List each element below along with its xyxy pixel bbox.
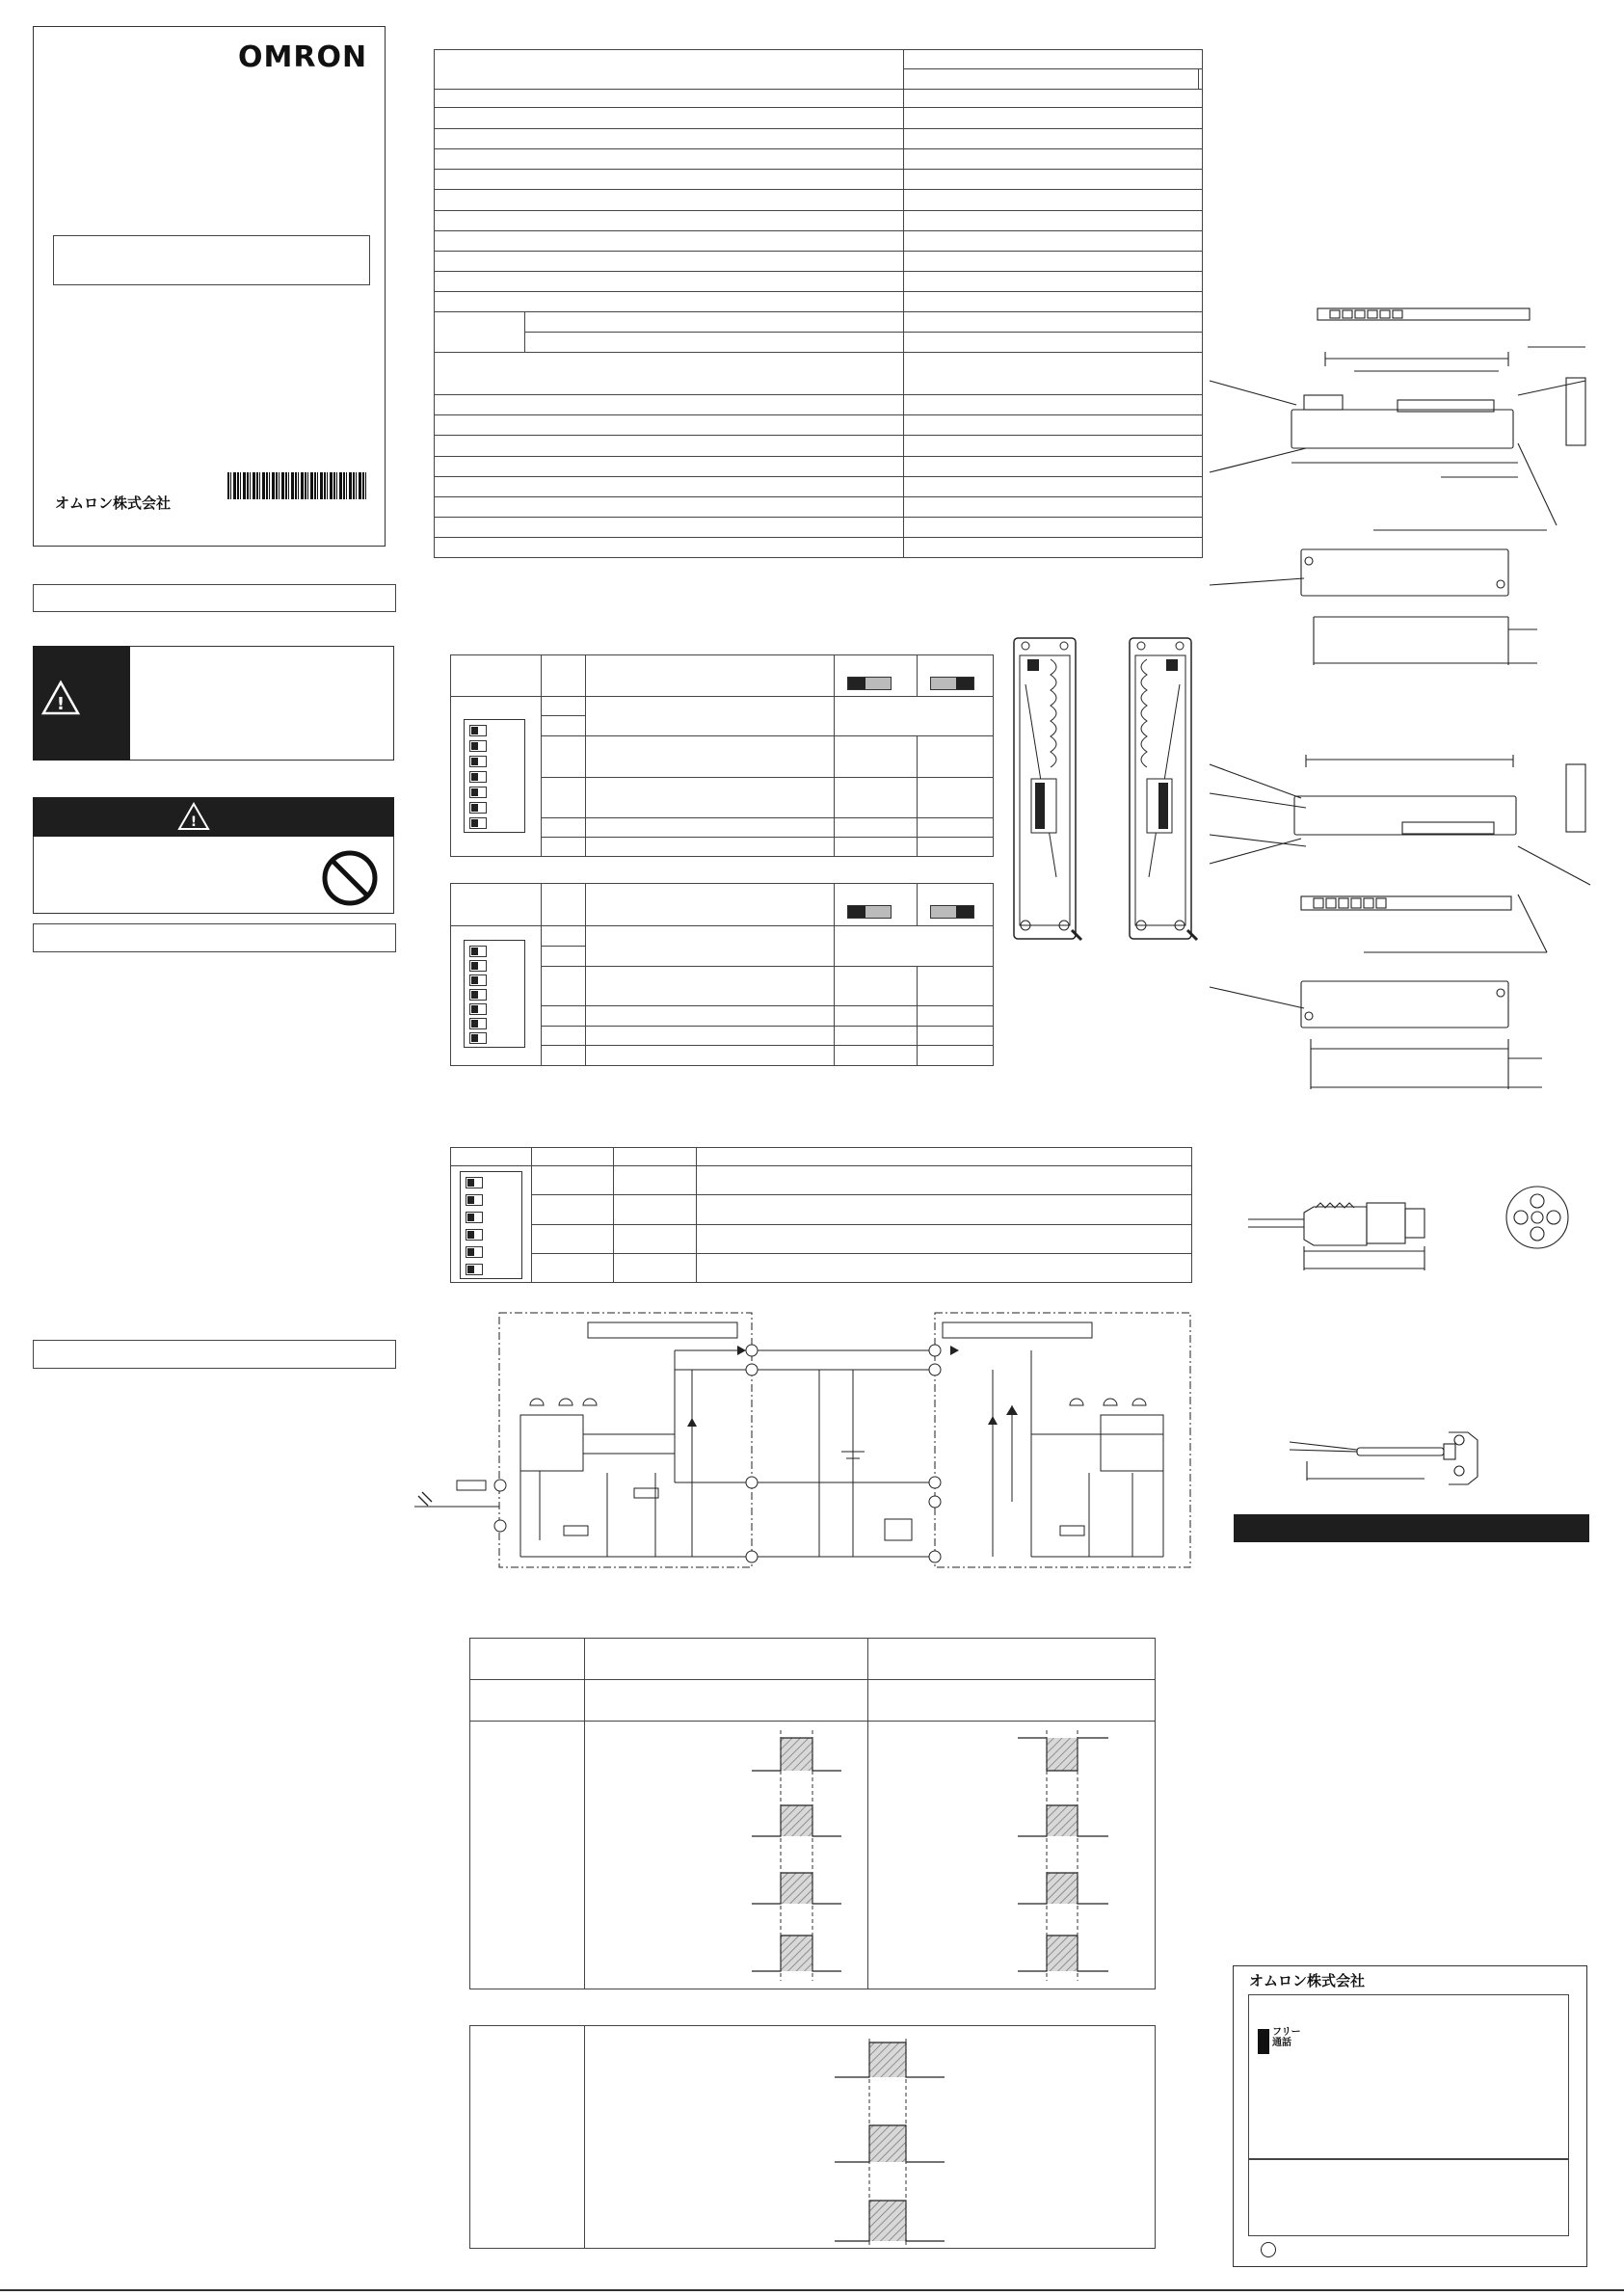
dip-switch-block (464, 719, 525, 833)
recycle-mark-icon (1261, 2242, 1276, 2257)
dip-switch-block-2 (464, 940, 525, 1048)
freecall-phone-icon (1258, 2029, 1269, 2054)
dip-table-3 (450, 1147, 1192, 1283)
section-bar-2 (33, 923, 396, 952)
warning-triangle-icon (40, 680, 81, 716)
unit-front-view-right (1124, 636, 1201, 945)
dip-table-1 (450, 654, 994, 857)
company-name: オムロン株式会社 (55, 494, 172, 512)
contact-inner-top (1248, 1994, 1569, 2159)
svg-text:!: ! (190, 814, 198, 830)
end-cap-drawing (1290, 1423, 1482, 1490)
prohibition-icon (321, 849, 379, 907)
unit-front-view-left (1008, 636, 1085, 945)
timing-chart-1 (742, 1730, 1147, 1986)
dimension-drawing-bottom (1210, 750, 1595, 1097)
toggle-switch-on-2 (930, 905, 974, 919)
section-bar-1 (33, 584, 396, 612)
page-bottom-rule (0, 2289, 1624, 2291)
caution-banner (33, 797, 394, 837)
toggle-switch-off-2 (847, 905, 892, 919)
dimension-drawing-top (1210, 299, 1595, 675)
dip-switch-block-3 (460, 1171, 522, 1279)
connector-drawing (1248, 1174, 1605, 1275)
contact-company: オムロン株式会社 (1249, 1972, 1366, 1989)
freecall-label: フリー 通話 (1272, 2027, 1301, 2048)
spec-table (434, 49, 1203, 558)
contact-inner-bottom (1248, 2159, 1569, 2236)
toggle-switch-on (930, 677, 974, 690)
omron-logo: OMRON (238, 40, 368, 74)
dip-table-2 (450, 883, 994, 1066)
timing-chart-2 (829, 2039, 954, 2251)
timing-table-2 (469, 2025, 1156, 2249)
black-banner (1234, 1514, 1589, 1542)
io-circuit-diagram (414, 1309, 1195, 1574)
toggle-switch-off (847, 677, 892, 690)
title-box (53, 235, 370, 285)
svg-text:!: ! (56, 694, 66, 714)
cover-panel (33, 26, 386, 547)
barcode-icon (227, 472, 368, 499)
section-bar-3 (33, 1340, 396, 1369)
caution-triangle-icon (177, 802, 210, 831)
